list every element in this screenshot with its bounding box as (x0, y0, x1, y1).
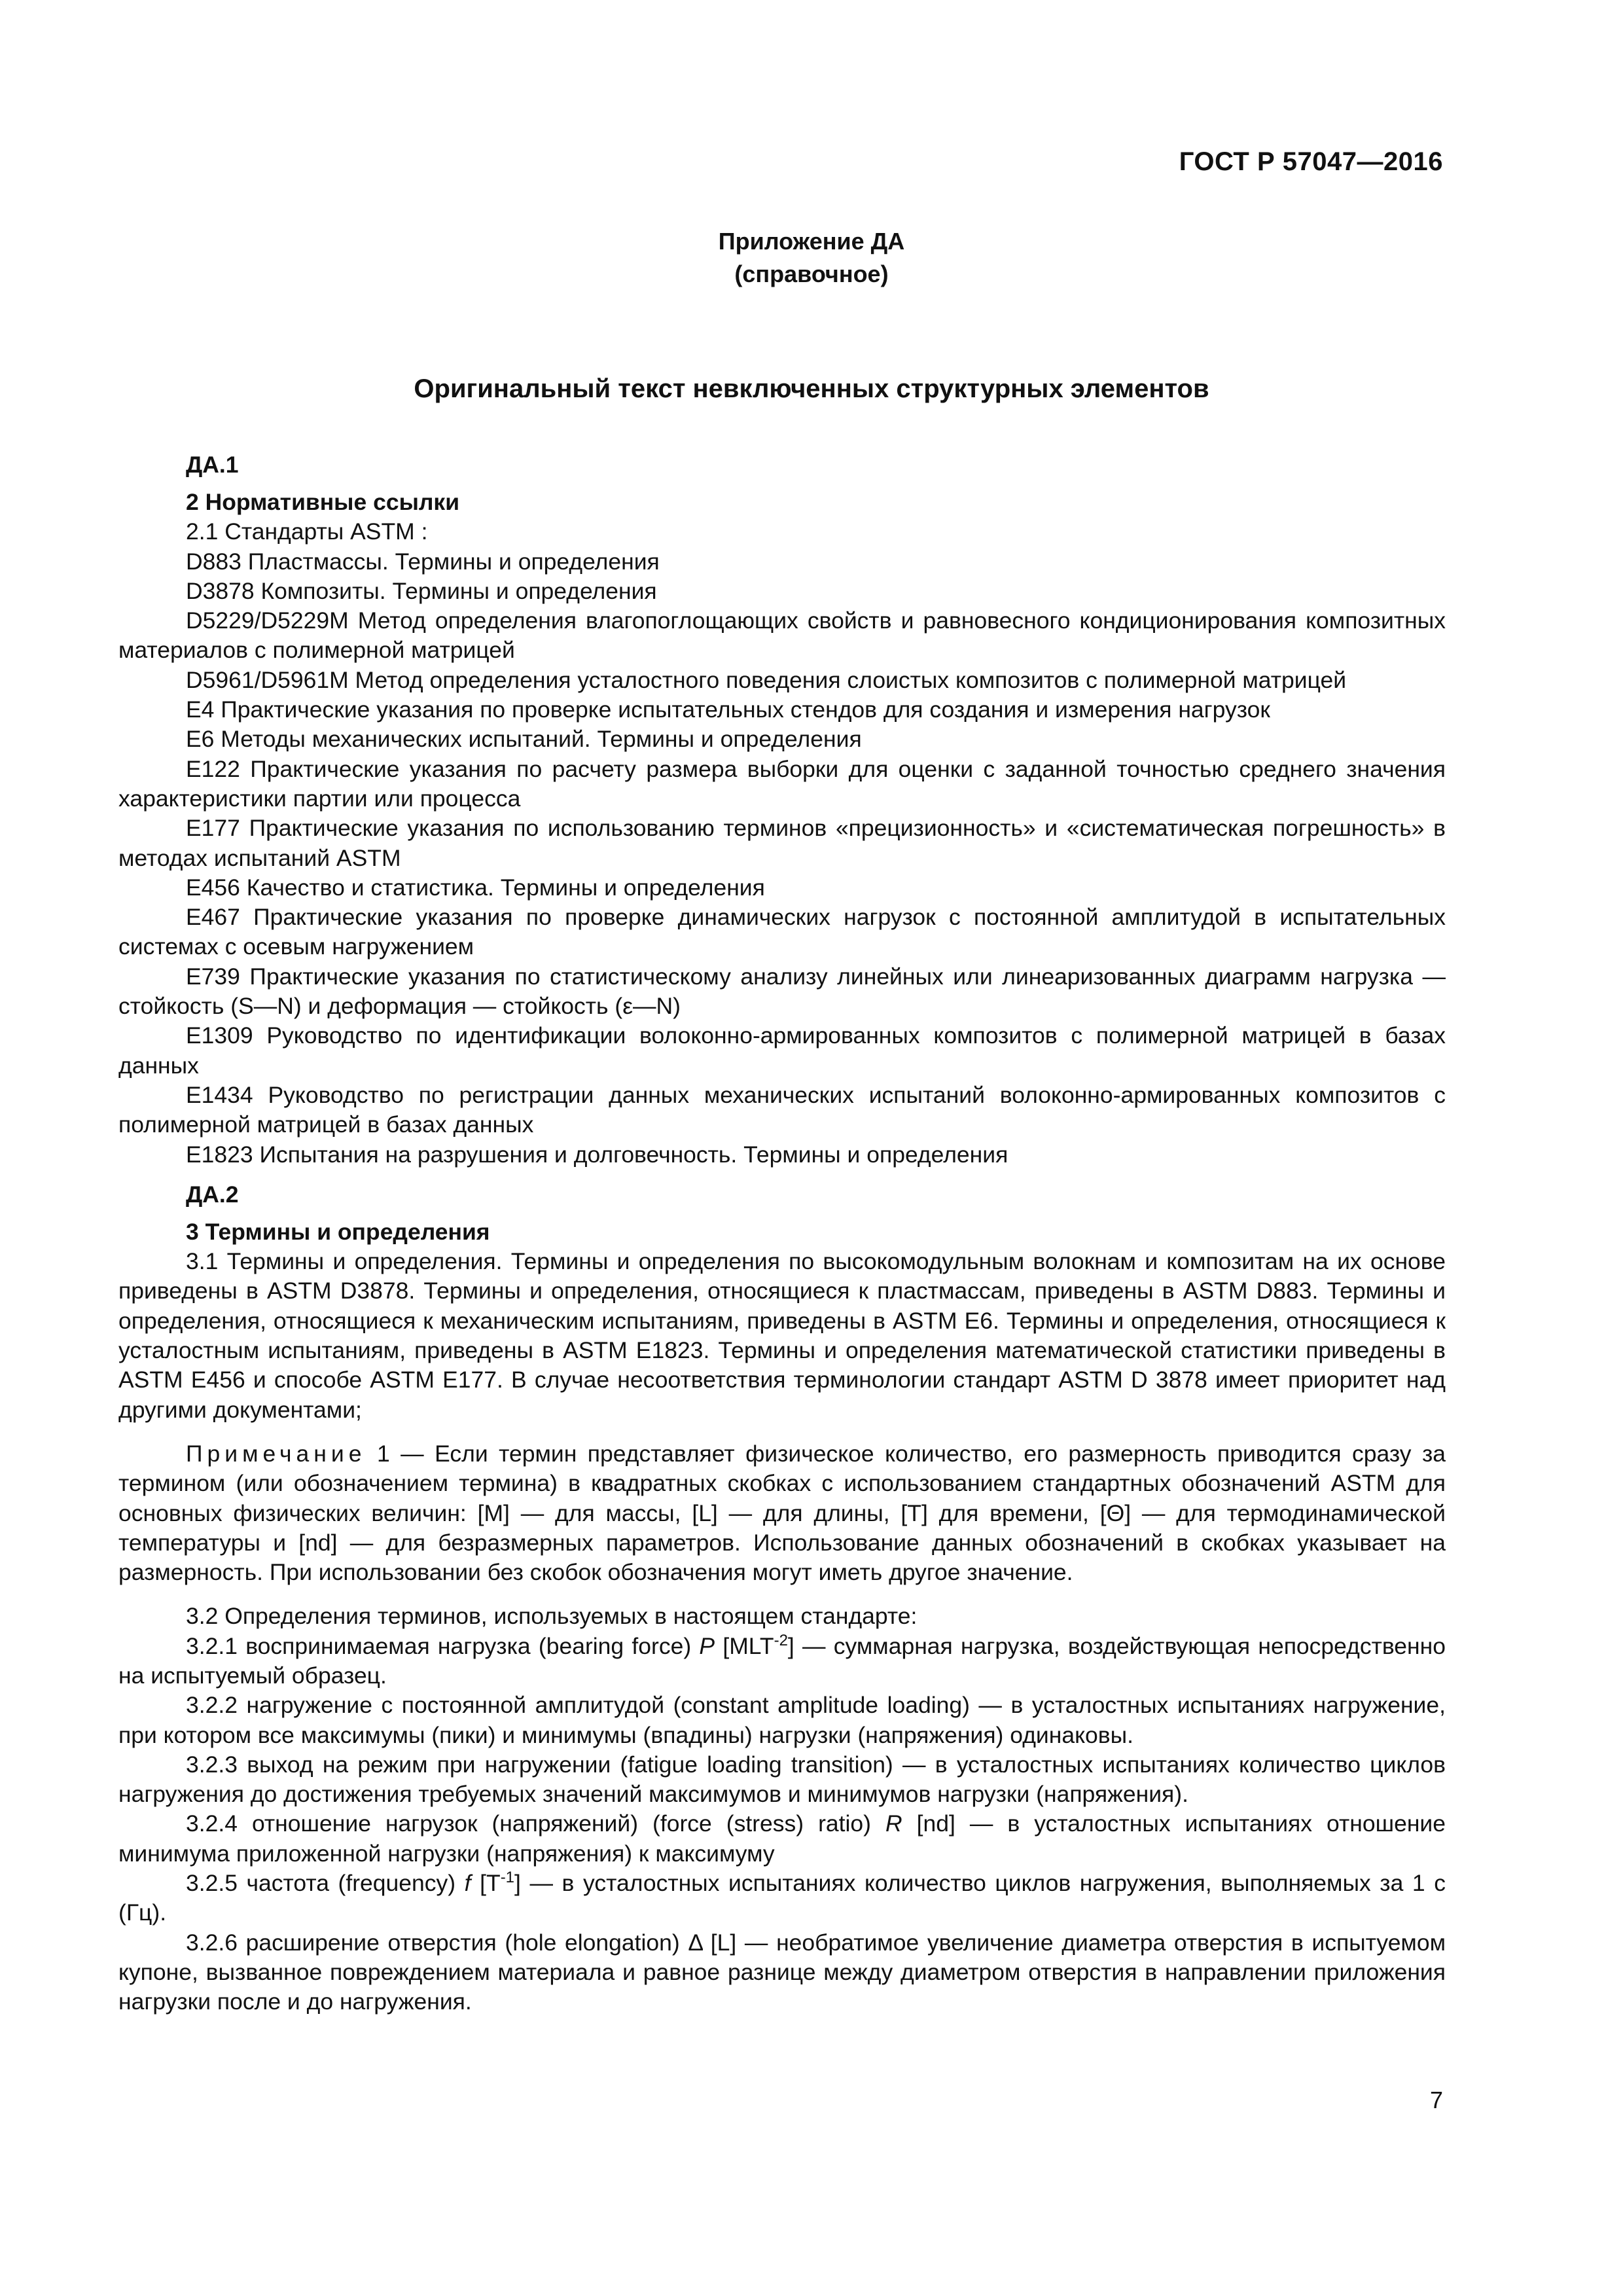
reference-item: E1823 Испытания на разрушения и долговечность. Термины и определения (186, 1141, 1008, 1168)
appendix-heading (0, 225, 1623, 291)
term-text: [T (471, 1870, 501, 1897)
term-text: ] — в усталостных испытаниях количество циклов нагружения, выполняемых за 1 с (Гц). (118, 1870, 1446, 1926)
term-text: [nd] — в усталостных испытаниях отношение минимума приложенной нагрузки (напряжения) к максимуму (118, 1810, 1446, 1867)
note-label: Примечание (186, 1440, 366, 1467)
term-text: [MLT (715, 1632, 774, 1659)
reference-item: D883 Пластмассы. Термины и определения (186, 548, 660, 575)
paragraph-3-1: 3.1 Термины и определения. Термины и определения по высокомодульным волокнам и композитам на их основе приведены в ASTM D3878. Термины и определения, относящиеся к пластмассам, приведены в ASTM D883. Термины и определения, относящиеся к механическим испытаниям, приведены в ASTM E6. Термины и определения, относящиеся к усталостным испытаниям, приведены в ASTM E1823. Термины и определения математической статистики приведены в ASTM E456 и способе ASTM E177. В случае несоответствия терминологии стандарт ASTM D 3878 имеет приоритет над другими документами; (118, 1248, 1446, 1423)
term-text: 3.2.4 отношение нагрузок (напряжений) (force (stress) ratio) (186, 1810, 885, 1837)
section-da1-heading: ДА.1 (186, 452, 239, 478)
reference-item: 2.1 Стандарты ASTM : (186, 518, 428, 545)
term-superscript: -1 (500, 1869, 515, 1887)
term-text: 3.2.1 воспринимаемая нагрузка (bearing force) (186, 1632, 700, 1659)
paragraph-3-2-4 (118, 1809, 1446, 1869)
reference-item: E456 Качество и статистика. Термины и определения (186, 874, 765, 901)
reference-item: D3878 Композиты. Термины и определения (186, 577, 657, 604)
reference-item: E1309 Руководство по идентификации волоконно-армированных композитов с полимерной матрицей в базах данных (118, 1022, 1446, 1079)
note-1 (118, 1439, 1446, 1587)
term-text: 3.2.5 частота (frequency) (186, 1870, 465, 1897)
term-superscript: -2 (774, 1631, 788, 1649)
paragraph-3-2-3: 3.2.3 выход на режим при нагружении (fatigue loading transition) — в усталостных испытаниях количество циклов нагружения до достижения требуемых значений максимумов и минимумов нагрузки (напряжения). (118, 1751, 1446, 1808)
paragraph-3-2-2: 3.2.2 нагружение с постоянной амплитудой (constant amplitude loading) — в усталостных испытаниях нагружение, при котором все максимумы (пики) и минимумы (впадины) нагрузки (напряжения) одинаковы. (118, 1692, 1446, 1748)
paragraph-3-2: 3.2 Определения терминов, используемых в настоящем стандарте: (186, 1603, 918, 1630)
reference-item: D5229/D5229M Метод определения влагопоглощающих свойств и равновесного кондиционирования композитных материалов с полимерной матрицей (118, 607, 1446, 664)
appendix-subtitle: (справочное) (734, 260, 889, 287)
reference-item: E6 Методы механических испытаний. Термины и определения (186, 726, 862, 753)
paragraph-3-2-6: 3.2.6 расширение отверстия (hole elongation) Δ [L] — необратимое увеличение диаметра отверстия в испытуемом купоне, вызванное повреждением материала и равное разнице между диаметром отверстия в направлении приложения нагрузки после и до нагружения. (118, 1929, 1446, 2015)
references-list (118, 517, 1446, 1170)
note-text: 1 — Если термин представляет физическое количество, его размерность приводится сразу за термином (или обозначением термина) в квадратных скобках с использованием стандартных обозначений ASTM для основных физических величин: [M] — для массы, [L] — для длины, [T] для времени, [Θ] — для термодинамической температуры и [nd] — для безразмерных параметров. Использование данных обозначений в скобках указывает на размерность. При использовании без скобок обозначения могут иметь другое значение. (118, 1440, 1446, 1586)
reference-item: E1434 Руководство по регистрации данных механических испытаний волоконно-армированных композитов с полимерной матрицей в базах данных (118, 1081, 1446, 1138)
main-title: Оригинальный текст невключенных структурных элементов (414, 374, 1209, 403)
term-symbol: R (885, 1810, 902, 1837)
reference-item: E122 Практические указания по расчету размера выборки для оценки с заданной точностью среднего значения характеристики партии или процесса (118, 755, 1446, 812)
paragraph-3-2-5 (118, 1869, 1446, 1928)
reference-item: E4 Практические указания по проверке испытательных стендов для создания и измерения нагрузок (186, 696, 1270, 723)
section-da2-heading: ДА.2 (186, 1181, 239, 1208)
term-text: ] — суммарная нагрузка, воздействующая непосредственно на испытуемый образец. (118, 1632, 1446, 1689)
document-body (118, 450, 1446, 2017)
term-symbol: P (699, 1632, 715, 1659)
reference-item: E177 Практические указания по использованию терминов «прецизионность» и «систематическая погрешность» в методах испытаний ASTM (118, 815, 1446, 871)
term-symbol: f (464, 1870, 471, 1897)
reference-item: E739 Практические указания по статистическому анализу линейных или линеаризованных диаграмм нагрузка — стойкость (S—N) и деформация — стойкость (ε—N) (118, 963, 1446, 1020)
reference-item: D5961/D5961M Метод определения усталостного поведения слоистых композитов с полимерной матрицей (186, 666, 1347, 693)
page-number: 7 (1429, 2087, 1443, 2113)
section-3-title: 3 Термины и определения (186, 1218, 490, 1245)
section-2-title: 2 Нормативные ссылки (186, 489, 460, 515)
document-code: ГОСТ Р 57047—2016 (1179, 147, 1443, 176)
paragraph-3-2-1 (118, 1632, 1446, 1691)
appendix-title: Приложение ДА (718, 228, 905, 255)
reference-item: E467 Практические указания по проверке динамических нагрузок с постоянной амплитудой в испытательных системах с осевым нагружением (118, 904, 1446, 960)
